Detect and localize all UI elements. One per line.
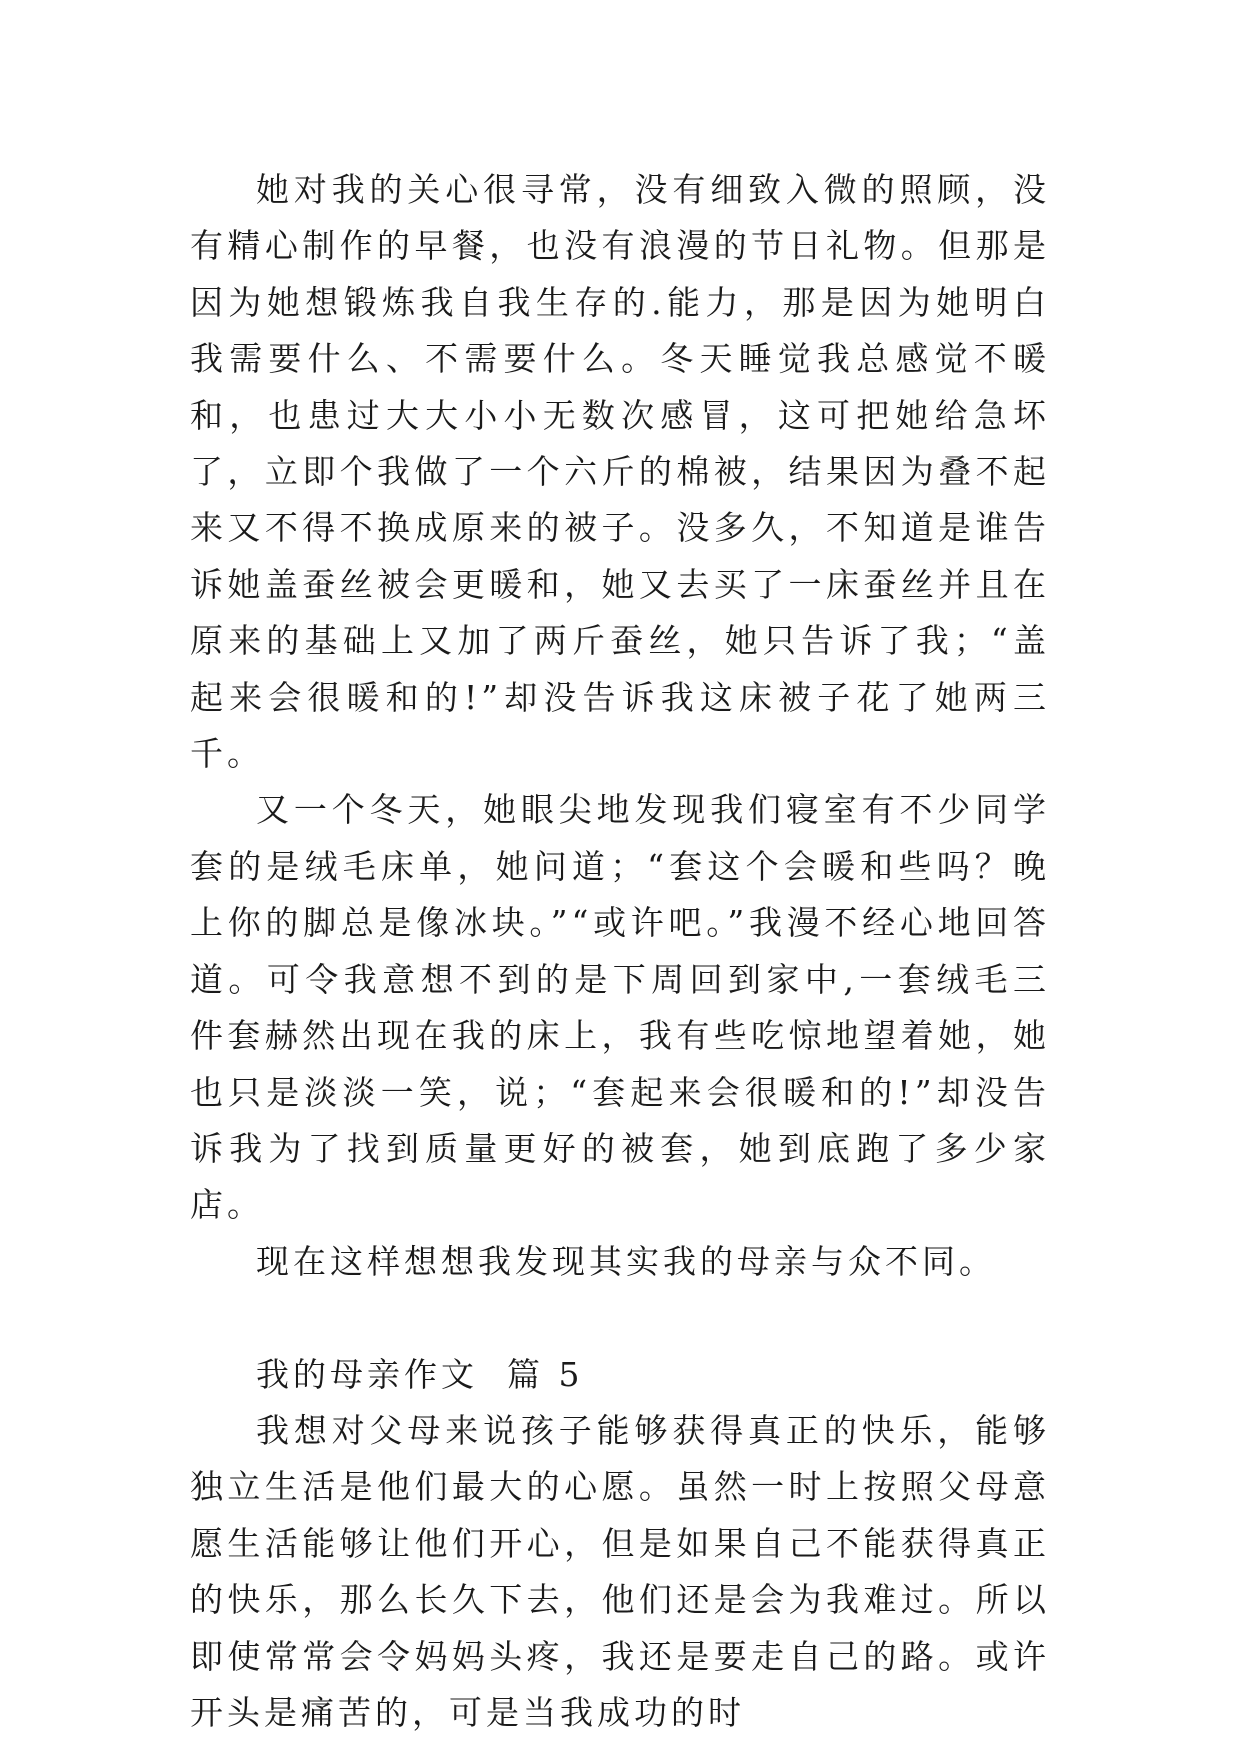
paragraph-4: 我想对父母来说孩子能够获得真正的快乐，能够独立生活是他们最大的心愿。虽然一时上按照父母意愿生活能够让他们开心，但是如果自己不能获得真正的快乐，那么长久下去，他们还是会为我难过。所以即使常常会令妈妈头疼，我还是要走自己的路。或许开头是痛苦的，可是当我成功的时: [190, 1410, 1050, 1732]
paragraph-1: 她对我的关心很寻常，没有细致入微的照顾，没有精心制作的早餐，也没有浪漫的节日礼物。但那是因为她想锻炼我自我生存的.能力，那是因为她明白我需要什么、不需要什么。冬天睡觉我总感觉不暖和，也患过大大小小无数次感冒，这可把她给急坏了，立即个我做了一个六斤的棉被，结果因为叠不起来又不得不换成原来的被子。没多久，不知道是谁告诉她盖蚕丝被会更暖和，她又去买了一床蚕丝并且在原来的基础上又加了两斤蚕丝，她只告诉了我；“盖起来会很暖和的!”却没告诉我这床被子花了她两三千。: [190, 170, 1050, 774]
blank-line: [190, 1290, 1050, 1346]
section-heading: 我的母亲作文 篇 5: [256, 1354, 584, 1394]
paragraph-3: 现在这样想想我发现其实我的母亲与众不同。: [256, 1241, 996, 1281]
document-body: [190, 162, 1050, 1741]
paragraph-2: 又一个冬天，她眼尖地发现我们寝室有不少同学套的是绒毛床单，她问道；“套这个会暖和些吗？晚上你的脚总是像冰块。”“或许吧。”我漫不经心地回答道。可令我意想不到的是下周回到家中,一套绒毛三件套赫然出现在我的床上，我有些吃惊地望着她，她也只是淡淡一笑，说；“套起来会很暖和的!”却没告诉我为了找到质量更好的被套，她到底跑了多少家店。: [190, 790, 1050, 1225]
